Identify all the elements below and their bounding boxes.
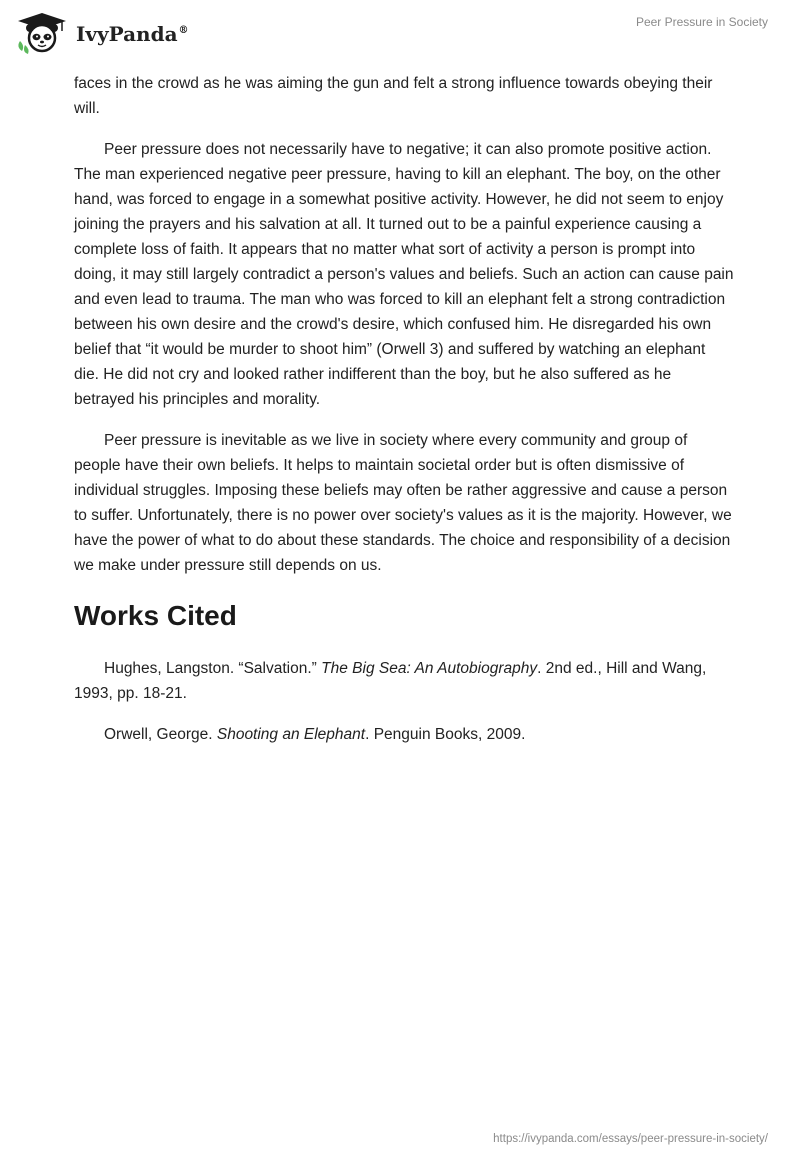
citation-source-title: The Big Sea: An Autobiography [321, 660, 538, 677]
panda-graduate-logo-icon [14, 11, 70, 55]
brand-name: IvyPanda® [76, 22, 189, 46]
page-header [0, 0, 800, 64]
citation-publication: . Penguin Books, 2009. [365, 726, 526, 743]
citation-entry [74, 656, 734, 706]
body-paragraph: faces in the crowd as he was aiming the gun and felt a strong influence towards obeying their will. [74, 75, 713, 117]
citation-publication: . 2nd ed., Hill and Wang, 1993, pp. 18-21. [74, 660, 707, 702]
body-paragraph: Peer pressure does not necessarily have to negative; it can also promote positive action. The man experienced negative peer pressure, having to kill an elephant. The boy, on the other hand, was forced to engage in a somewhat positive activity. However, he did not seem to enjoy joining the prayers and his salvation at all. It turned out to be a painful experience causing a complete loss of faith. It appears that no matter what sort of activity a person is prompt into doing, it may still largely contradict a person's values and beliefs. Such an action can cause pain and even lead to trauma. The man who was forced to kill an elephant felt a strong contradiction between his own desire and the crowd's desire, which confused him. He disregarded his own belief that “it would be murder to shoot him” (Orwell 3) and suffered by watching an elephant die. He did not cry and looked rather indifferent than the boy, but he also suffered as he betrayed his principles and morality. [74, 141, 734, 408]
works-cited-heading: Works Cited [74, 600, 237, 631]
body-paragraph: Peer pressure is inevitable as we live in society where every community and group of people have their own beliefs. It helps to maintain societal order but is often dismissive of individual struggles. Imposing these beliefs may often be rather aggressive and cause a person to suffer. Unfortunately, there is no power over society's values as it is the majority. However, we have the power of what to do about these standards. The choice and responsibility of a decision we make under pressure still depends on us. [74, 432, 732, 574]
citation-source-title: Shooting an Elephant [216, 726, 366, 743]
citation-author-title: Orwell, George. [104, 726, 217, 743]
source-url-link[interactable]: https://ivypanda.com/essays/peer-pressure-in-society/ [493, 1133, 768, 1145]
essay-content [74, 71, 734, 763]
ivypanda-logo[interactable] [14, 8, 189, 58]
registered-mark: ® [178, 25, 189, 37]
document-title: Peer Pressure in Society [635, 15, 768, 29]
citation-author-title: Hughes, Langston. “Salvation.” [104, 660, 322, 677]
citation-entry [74, 722, 734, 747]
